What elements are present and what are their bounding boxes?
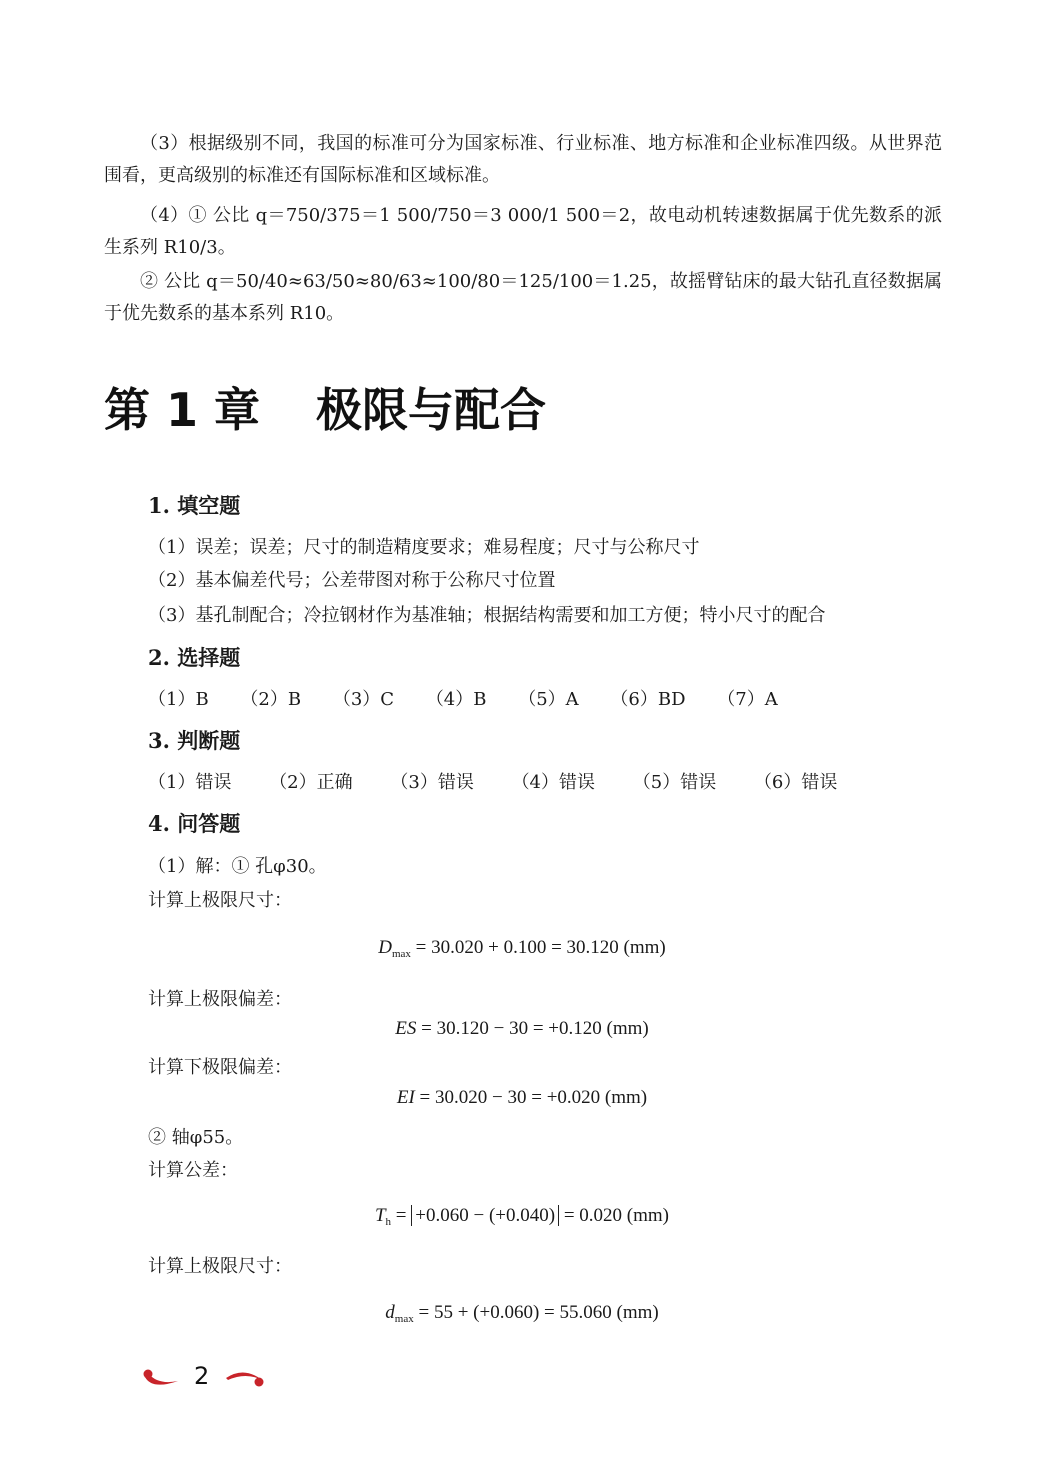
chapter-number: 第 1 章 (104, 383, 261, 437)
choice-answer-5: （5）A (518, 689, 579, 710)
eq5-variable: d (385, 1302, 395, 1323)
eq1-subscript: max (391, 948, 411, 960)
equation-es (0, 1015, 1044, 1043)
fill-answer-1: （1）误差；误差；尺寸的制造精度要求；难易程度；尺寸与公称尺寸 (148, 537, 700, 558)
choice-answer-1: （1）B (148, 689, 209, 710)
equation-dmax-shaft (0, 1299, 1044, 1333)
chapter-heading (104, 380, 546, 440)
equation-dmax-hole (0, 934, 1044, 968)
eq1-expression: = 30.020 + 0.100 = 30.120 (mm) (410, 937, 666, 958)
page-number: 2 (194, 1362, 210, 1390)
judge-answer-1: （1）错误 (148, 772, 232, 793)
section-heading-judge: 3. 判断题 (148, 728, 241, 753)
chapter-title: 极限与配合 (316, 383, 547, 437)
eq3-expression: = 30.020 − 30 = +0.020 (mm) (414, 1087, 648, 1108)
qa-label-tolerance: 计算公差： (148, 1160, 238, 1181)
section-heading-choice: 2. 选择题 (148, 645, 241, 670)
equation-ei (0, 1084, 1044, 1112)
eq4-variable: T (374, 1205, 386, 1226)
section-heading-qa: 4. 问答题 (148, 811, 241, 836)
intro-paragraph-standards: （3）根据级别不同，我国的标准可分为国家标准、行业标准、地方标准和企业标准四级。从世界范围看，更高级别的标准还有国际标准和区域标准。 (104, 133, 942, 186)
qa-label-upper-deviation: 计算上极限偏差： (148, 989, 292, 1010)
eq1-variable: D (378, 937, 392, 958)
qa-label-upper-size-shaft: 计算上极限尺寸： (148, 1256, 292, 1277)
equation-tolerance (0, 1202, 1044, 1236)
judge-answer-4: （4）错误 (511, 772, 596, 793)
eq2-expression: = 30.120 − 30 = +0.120 (mm) (416, 1018, 649, 1039)
right-swoosh-icon (222, 1368, 268, 1392)
judge-answers (148, 769, 869, 797)
judge-answer-2: （2）正确 (269, 772, 353, 793)
choice-answer-3: （3）C (332, 689, 395, 710)
page-footer (140, 1360, 280, 1400)
fill-answer-2: （2）基本偏差代号；公差带图对称于公称尺寸位置 (148, 570, 556, 591)
fill-answer-3: （3）基孔制配合；冷拉钢材作为基准轴；根据结构需要和加工方便；特小尺寸的配合 (148, 605, 826, 626)
judge-answer-5: （5）错误 (632, 772, 717, 793)
eq4-expression: = 0.020 (mm) (559, 1205, 670, 1226)
eq4-equals: = (391, 1205, 412, 1226)
eq4-subscript: h (385, 1216, 392, 1228)
choice-answer-6: （6）BD (610, 689, 686, 710)
qa-part2-shaft: ② 轴φ55。 (148, 1127, 244, 1148)
qa-label-lower-deviation: 计算下极限偏差： (148, 1057, 292, 1078)
intro-paragraph-motor-speed: （4）① 公比 q＝750/375＝1 500/750＝3 000/1 500＝2，故电动机转速数据属于优先数系的派生系列 R10/3。 (104, 205, 942, 258)
eq5-subscript: max (394, 1313, 414, 1325)
eq3-variable: EI (396, 1087, 415, 1108)
judge-answer-3: （3）错误 (390, 772, 474, 793)
eq4-absolute-value: +0.060 − (+0.040) (411, 1205, 559, 1226)
choice-answer-4: （4）B (425, 689, 487, 710)
left-swoosh-icon (140, 1368, 186, 1392)
section-heading-fill: 1. 填空题 (148, 493, 241, 518)
choice-answer-2: （2）B (240, 689, 302, 710)
qa-label-upper-size: 计算上极限尺寸： (148, 890, 292, 911)
choice-answers (148, 686, 804, 714)
eq2-variable: ES (395, 1018, 417, 1039)
qa-solution-intro: （1）解：① 孔φ30。 (148, 856, 327, 877)
choice-answer-7: （7）A (717, 689, 778, 710)
intro-paragraph-drill-diameter: ② 公比 q＝50/40≈63/50≈80/63≈100/80＝125/100＝1.25，故摇臂钻床的最大钻孔直径数据属于优先数系的基本系列 R10。 (104, 271, 942, 324)
eq5-expression: = 55 + (+0.060) = 55.060 (mm) (413, 1302, 659, 1323)
judge-answer-6: （6）错误 (753, 772, 838, 793)
